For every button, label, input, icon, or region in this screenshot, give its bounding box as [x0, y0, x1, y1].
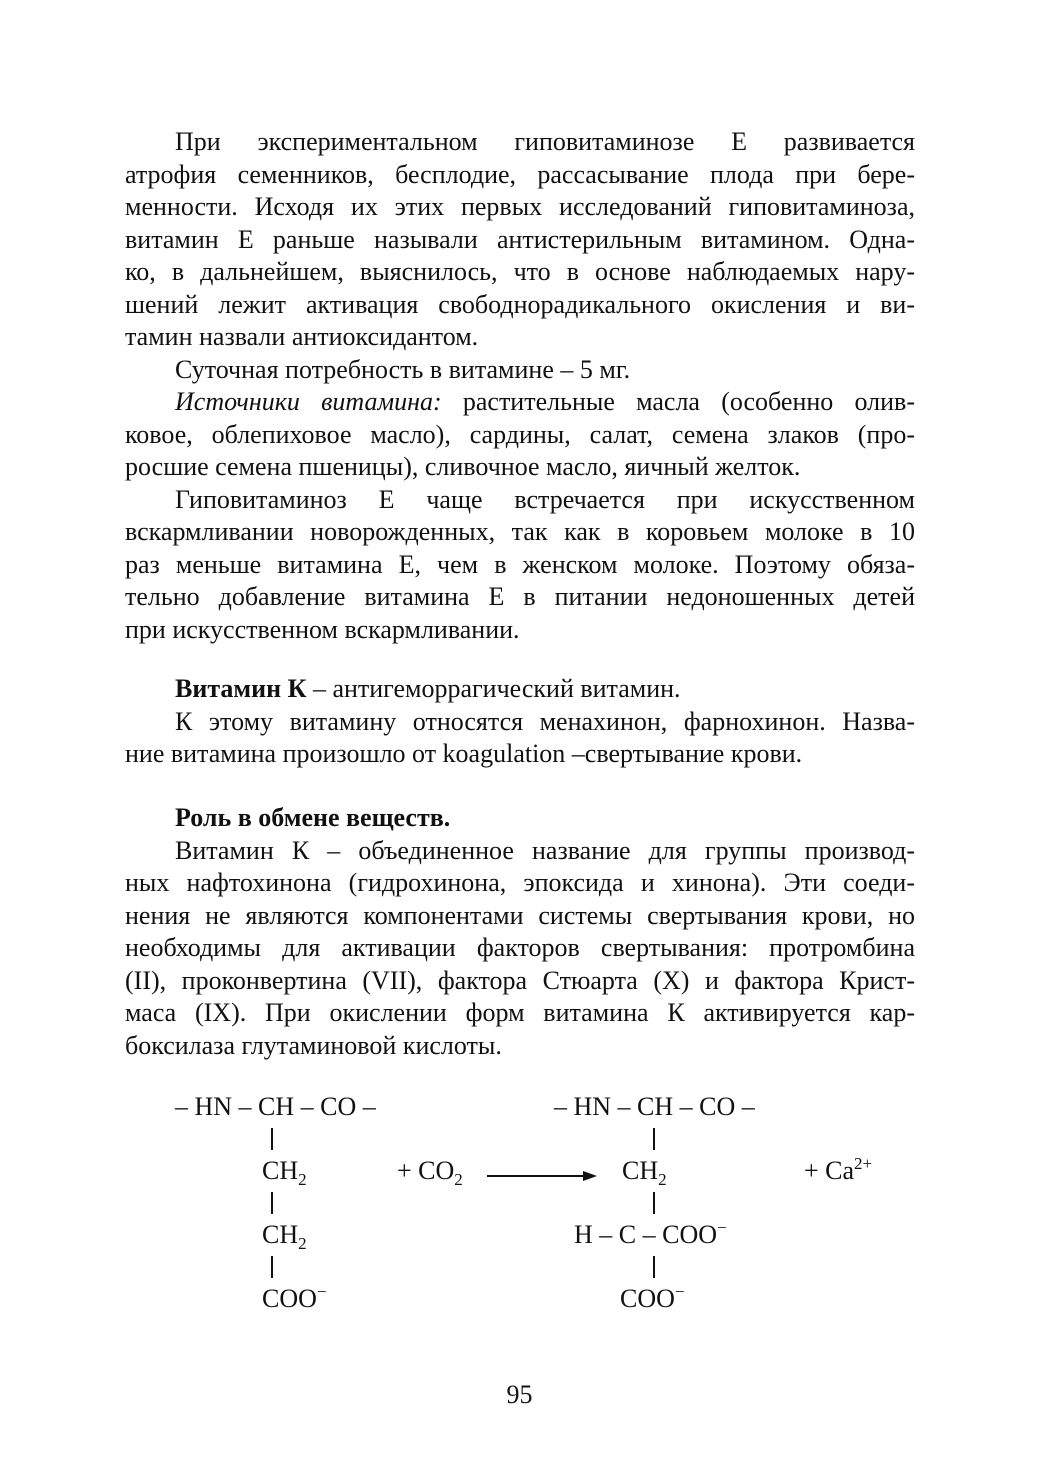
- role-section: [125, 802, 915, 1062]
- bond-line: [653, 1256, 655, 1278]
- text-line: Гиповитаминоз Е чаще встречается при искусственном: [175, 484, 915, 514]
- text-line: маса (IX). При окислении форм витамина К активируется кар-: [125, 998, 915, 1027]
- text-line: При экспериментальном гиповитаминозе Е развивается: [175, 127, 915, 156]
- text-line: ко, в дальнейшем, выяснилось, что в основе наблюдаемых нару-: [125, 257, 915, 286]
- text-line: нения не являются компонентами системы свертывания крови, но: [125, 900, 915, 930]
- left-backbone: – HN – CH – CO –: [175, 1092, 376, 1121]
- left-ch2-b: $CH_2$: [262, 1220, 307, 1253]
- plus-calcium: + $Ca^{2+}$: [804, 1154, 873, 1185]
- sources-line: [125, 386, 915, 419]
- vitamin-k-subtitle: – антигеморрагический витамин.: [306, 674, 681, 703]
- vitamin-k-heading-line: [125, 673, 915, 706]
- left-ch2-a: $CH_2$: [262, 1156, 307, 1189]
- right-backbone: – HN – CH – CO –: [554, 1092, 755, 1121]
- bond-line: [653, 1192, 655, 1214]
- sources-label: Источники витамина:: [175, 387, 442, 416]
- vitamin-k-section: [125, 673, 915, 771]
- page-number: 95: [506, 1380, 533, 1409]
- bond-line: [271, 1192, 273, 1214]
- bond-line: [653, 1128, 655, 1150]
- right-hc-carboxylate: H – C – COO−: [574, 1218, 727, 1249]
- text-line: вскармливании новорожденных, так как в коровьем молоке в 10: [125, 517, 915, 546]
- daily-need: Суточная потребность в витамине – 5 мг.: [175, 354, 631, 384]
- sources-text: растительные масла (особенно олив-: [441, 387, 915, 416]
- right-ch2: $CH_2$: [622, 1156, 667, 1189]
- text-line: росшие семена пшеницы), сливочное масло, яичный желток.: [125, 452, 801, 481]
- text-line: раз меньше витамина Е, чем в женском молоке. Поэтому обяза-: [125, 549, 915, 579]
- plus-co2: + $CO_2$: [397, 1156, 463, 1189]
- text-line: менности. Исходя их этих первых исследований гиповитаминоза,: [125, 192, 915, 221]
- text-line: Витамин К – объединенное название для группы производ-: [175, 835, 915, 865]
- text-line: ние витамина произошло от koagulation –свертывание крови.: [125, 739, 803, 768]
- left-carboxylate: COO−: [262, 1282, 327, 1313]
- text-line: при искусственном вскармливании.: [125, 614, 520, 644]
- text-line: К этому витамину относятся менахинон, фарнохинон. Назва-: [175, 706, 915, 736]
- text-line: атрофия семенников, бесплодие, рассасывание плода при бере-: [125, 159, 915, 189]
- text-line: витамин Е раньше называли антистерильным витамином. Одна-: [125, 224, 915, 254]
- vitamin-k-title: Витамин К: [175, 674, 307, 703]
- text-line: (II), проконвертина (VII), фактора Стюарта (X) и фактора Крист-: [125, 965, 915, 995]
- bond-line: [271, 1256, 273, 1278]
- paragraph-hypovitaminosis-e: [125, 126, 915, 646]
- text-line: боксилаза глутаминовой кислоты.: [125, 1030, 502, 1060]
- text-line: тельно добавление витамина Е в питании недоношенных детей: [125, 582, 915, 611]
- text-line: необходимы для активации факторов свертывания: протромбина: [125, 933, 915, 962]
- role-heading: Роль в обмене веществ.: [175, 803, 451, 832]
- bond-line: [271, 1128, 273, 1150]
- right-carboxylate: COO−: [620, 1282, 685, 1313]
- text-line: шений лежит активация свободнорадикального окисления и ви-: [125, 289, 915, 319]
- text-line: ковое, облепиховое масло), сардины, салат, семена злаков (про-: [125, 419, 915, 449]
- text-line: тамин назвали антиоксидантом.: [125, 322, 479, 351]
- reaction-arrow-icon: [487, 1169, 597, 1183]
- text-line: ных нафтохинона (гидрохинона, эпоксида и хинона). Эти соеди-: [125, 868, 915, 897]
